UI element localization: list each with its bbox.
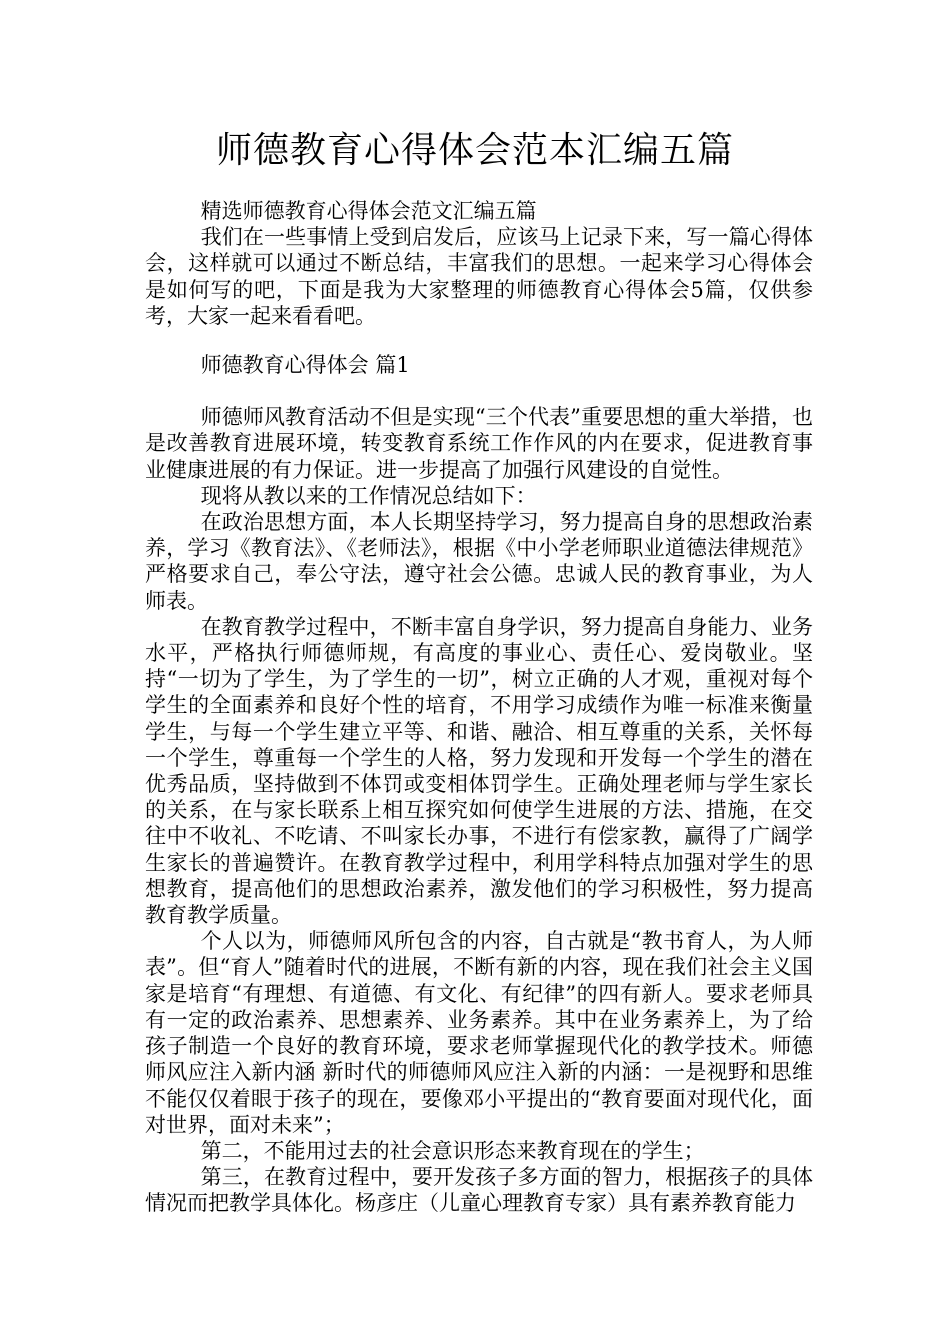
document-body	[145, 198, 813, 1217]
document-title: 师德教育心得体会范本汇编五篇	[215, 130, 734, 171]
body-paragraph: 在教育教学过程中，不断丰富自身学识，努力提高自身能力、业务水平，严格执行师德师规，有高度的事业心、责任心、爱岗敬业。坚持“一切为了学生，为了学生的一切”，树立正确的人才观，重视对每个学生的全面素养和良好个性的培育，不用学习成绩作为唯一标准来衡量学生，与每一个学生建立平等、和谐、融洽、相互尊重的关系，关怀每一个学生，尊重每一个学生的人格，努力发现和开发每一个学生的潜在优秀品质，坚持做到不体罚或变相体罚学生。正确处理老师与学生家长的关系，在与家长联系上相互探究如何使学生进展的方法、措施，在交往中不收礼、不吃请、不叫家长办事，不进行有偿家教，赢得了广阔学生家长的普遍赞许。在教育教学过程中，利用学科特点加强对学生的思想教育，提高他们的思想政治素养，激发他们的学习积极性，努力提高教育教学质量。	[145, 614, 813, 928]
intro-subtitle: 精选师德教育心得体会范文汇编五篇	[200, 199, 537, 223]
body-paragraph: 个人以为，师德师风所包含的内容，自古就是“教书育人，为人师表”。但“育人”随着时代的进展，不断有新的内容，现在我们社会主义国家是培育“有理想、有道德、有文化、有纪律”的四有新人。要求老师具有一定的政治素养、思想素养、业务素养。其中在业务素养上，为了给孩子制造一个良好的教育环境，要求老师掌握现代化的教学技术。师德师风应注入新内涵 新时代的师德师风应注入新的内涵：一是视野和思维不能仅仅着眼于孩子的现在，要像邓小平提出的“教育要面对现代化，面对世界，面对未来”；	[145, 929, 813, 1137]
body-paragraph: 第二，不能用过去的社会意识形态来教育现在的学生；	[200, 1138, 705, 1163]
body-paragraph: 第三，在教育过程中，要开发孩子多方面的智力，根据孩子的具体情况而把教学具体化。杨彦庄（儿童心理教育专家）具有素养教育能力	[145, 1165, 813, 1216]
intro-paragraph: 我们在一些事情上受到启发后，应该马上记录下来，写一篇心得体会，这样就可以通过不断总结，丰富我们的思想。一起来学习心得体会是如何写的吧，下面是我为大家整理的师德教育心得体会5篇，仅供参考，大家一起来看看吧。	[145, 225, 813, 328]
body-paragraph: 师德师风教育活动不但是实现“三个代表”重要思想的重大举措，也是改善教育进展环境，转变教育系统工作作风的内在要求，促进教育事业健康进展的有力保证。进一步提高了加强行风建设的自觉性。	[145, 405, 813, 482]
section-heading: 师德教育心得体会 篇1	[200, 353, 410, 378]
body-paragraph: 在政治思想方面，本人长期坚持学习，努力提高自身的思想政治素养，学习《教育法》、《老师法》，根据《中小学老师职业道德法律规范》严格要求自己，奉公守法，遵守社会公德。忠诚人民的教育事业，为人师表。	[145, 510, 813, 613]
body-paragraph: 现将从教以来的工作情况总结如下：	[200, 483, 537, 508]
